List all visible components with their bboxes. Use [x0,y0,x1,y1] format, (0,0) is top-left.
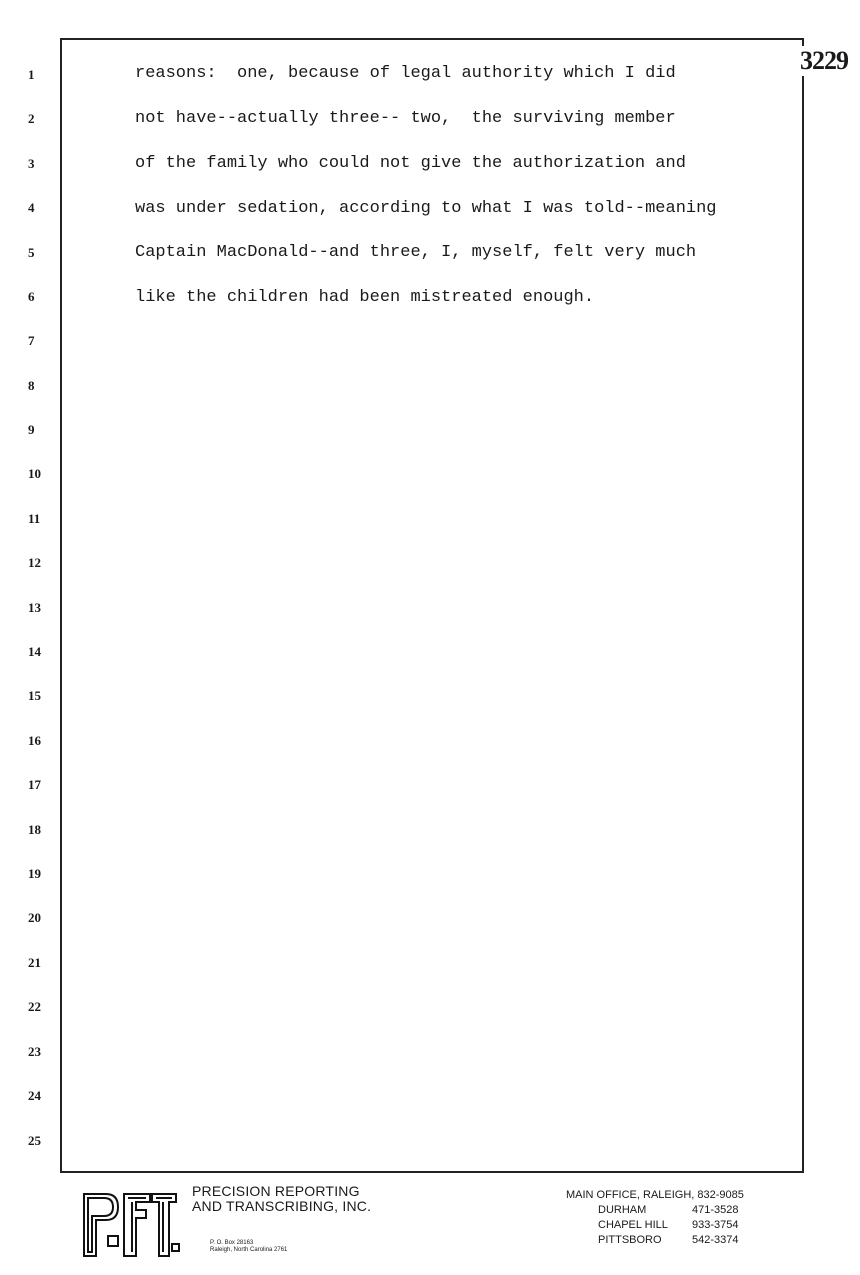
company-name-line: PRECISION REPORTING [192,1183,360,1199]
page-number: 3229 [796,46,852,76]
office-phone: 471-3528 [692,1204,739,1216]
line-number: 6 [28,289,35,304]
line-number: 11 [28,511,41,526]
office-row [566,1233,744,1248]
transcript-line: reasons: one, because of legal authority which I did [135,64,676,83]
line-number: 17 [28,777,41,792]
line-number: 3 [28,156,35,171]
line-number: 14 [28,644,41,659]
office-city: CHAPEL HILL [598,1219,668,1231]
company-name-line: AND TRANSCRIBING, INC. [192,1198,372,1214]
company-address [210,1240,287,1254]
line-number: 12 [28,555,41,570]
line-number: 13 [28,600,41,615]
transcript-line: like the children had been mistreated enough. [135,288,595,307]
line-number: 20 [28,910,41,925]
line-number-column [0,0,60,1200]
transcript-line: was under sedation, according to what I was told--meaning [135,199,717,218]
company-logo-icon [80,1186,180,1260]
address-line: P. O. Box 28163 [210,1240,254,1246]
company-name [192,1184,371,1214]
main-office: MAIN OFFICE, RALEIGH, 832-9085 [566,1189,744,1201]
line-number: 1 [28,67,35,82]
transcript-line: not have--actually three-- two, the surviving member [135,109,676,128]
line-number: 22 [28,999,41,1014]
office-phone: 933-3754 [692,1219,739,1231]
address-line: Raleigh, North Carolina 2761 [210,1247,288,1253]
office-row [566,1203,744,1218]
office-city: DURHAM [598,1204,647,1216]
line-number: 9 [28,422,35,437]
line-number: 23 [28,1044,41,1059]
line-number: 10 [28,466,41,481]
footer [0,1180,860,1275]
transcript-line: of the family who could not give the authorization and [135,154,686,173]
transcript-line: Captain MacDonald--and three, I, myself, felt very much [135,243,697,262]
line-number: 16 [28,733,41,748]
office-list [566,1188,744,1248]
line-number: 8 [28,378,35,393]
line-number: 7 [28,333,35,348]
line-number: 4 [28,200,35,215]
line-number: 2 [28,111,35,126]
line-number: 19 [28,866,41,881]
line-number: 18 [28,822,41,837]
office-phone: 542-3374 [692,1234,739,1246]
office-row [566,1218,744,1233]
line-number: 25 [28,1133,41,1148]
line-number: 21 [28,955,41,970]
line-number: 15 [28,688,41,703]
office-city: PITTSBORO [598,1234,662,1246]
line-number: 5 [28,245,35,260]
line-number: 24 [28,1088,41,1103]
